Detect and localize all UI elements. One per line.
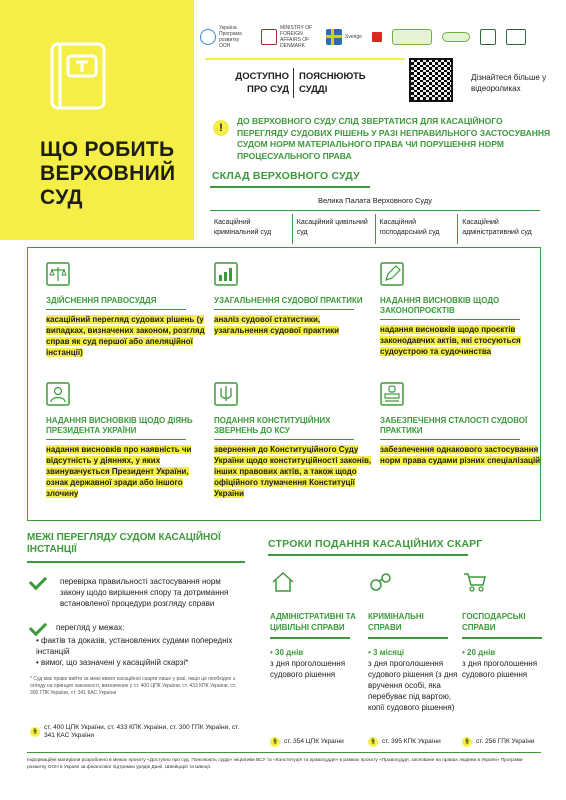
- court-commercial: Касаційний господарський суд: [375, 214, 458, 244]
- footer-divider: [27, 752, 541, 753]
- sweden-flag-icon: [326, 29, 342, 45]
- function-desc: касаційний перегляд судових рішень (у випадках, визначених законом, розгляд справ як суд першої або апеляційної інстанції): [46, 315, 205, 357]
- function-rule: [380, 319, 520, 320]
- function-rule: [380, 439, 520, 440]
- limit-check-text: перевірка правильності застосування норм закону щодо вирішення спору та дотримання встановленої процедури розгляду справи: [60, 577, 229, 608]
- term-desc: з дня проголошення судового рішення: [270, 658, 346, 679]
- ministry-icon: [261, 29, 277, 45]
- sweden-logo: Sverige: [326, 26, 362, 48]
- handcuffs-icon: [368, 570, 394, 594]
- function-item: [214, 382, 376, 499]
- un-icon: [200, 29, 216, 45]
- access-divider: [293, 68, 294, 98]
- project-logo: [506, 26, 526, 48]
- function-title: НАДАННЯ ВИСНОВКІВ ЩОДО ЗАКОНОПРОЄКТІВ: [380, 296, 500, 315]
- term-legal-ref: § ст. 256 ГПК України: [462, 737, 535, 747]
- limit-check-1: [30, 576, 245, 609]
- trident-icon: [214, 382, 238, 406]
- access-right-title: ПОЯСНЮЮТЬ СУДДІ: [299, 71, 366, 95]
- check-icon: [29, 618, 47, 636]
- bar-chart-icon: [214, 262, 238, 286]
- access-justice-icon: [392, 29, 432, 45]
- function-desc: надання висновків щодо проєктів законодавчих актів, які стосуються судоустрою та судочинства: [380, 325, 521, 356]
- person-icon: [46, 382, 70, 406]
- book-icon: [46, 40, 112, 112]
- court-criminal: Касаційний кримінальний суд: [214, 219, 272, 236]
- function-desc: аналіз судової статистики, узагальнення судової практики: [214, 315, 340, 335]
- limit-check-2: [30, 622, 245, 668]
- green-logo-icon: [442, 32, 470, 42]
- functions-panel: [27, 247, 541, 521]
- court-list: [210, 214, 540, 244]
- terms-underline: [268, 554, 468, 556]
- function-title: ЗДІЙСНЕННЯ ПРАВОСУДДЯ: [46, 296, 157, 305]
- access-banner: [205, 58, 555, 108]
- limit-check-head: перегляд у межах:: [56, 623, 125, 632]
- term-value: • 30 днів: [270, 647, 304, 657]
- access-top-line: [205, 58, 405, 60]
- limits-title: МЕЖІ ПЕРЕГЛЯДУ СУДОМ КАСАЦІЙНОЇ ІНСТАНЦІЇ: [27, 532, 221, 555]
- term-column: [368, 570, 458, 713]
- partner-logos: [200, 20, 560, 54]
- section-sign-icon: §: [368, 737, 378, 747]
- court-emblem-icon: [480, 29, 496, 45]
- court-tree-line: [210, 210, 540, 211]
- term-desc: з дня проголошення судового рішення (з дня вручення особі, яка перебуває під вартою, копії судового рішення): [368, 658, 458, 712]
- green-logo: [442, 26, 470, 48]
- composition-underline: [210, 186, 370, 188]
- term-legal-ref: § ст. 395 КПК України: [368, 737, 441, 747]
- swiss-logo: [372, 26, 382, 48]
- pen-icon: [380, 262, 404, 286]
- section-sign-icon: §: [462, 737, 472, 747]
- court-civil: Касаційний цивільний суд: [292, 214, 375, 244]
- function-title: ПОДАННЯ КОНСТИТУЦІЙНИХ ЗВЕРНЕНЬ ДО КСУ: [214, 416, 331, 435]
- function-desc: забезпечення однакового застосування норм права судами різних спеціалізацій: [380, 445, 541, 465]
- term-column: [462, 570, 552, 680]
- term-value: • 20 днів: [462, 647, 496, 657]
- term-value: • 3 місяці: [368, 647, 405, 657]
- function-title: НАДАННЯ ВИСНОВКІВ ЩОДО ДІЯНЬ ПРЕЗИДЕНТА УКРАЇНИ: [46, 416, 193, 435]
- function-item: [380, 262, 542, 357]
- function-title: ЗАБЕЗПЕЧЕННЯ СТАЛОСТІ СУДОВОЇ ПРАКТИКИ: [380, 416, 528, 435]
- access-left-title: ДОСТУПНО ПРО СУД: [235, 71, 289, 95]
- access-justice-logo: [392, 26, 432, 48]
- scales-icon: [46, 262, 70, 286]
- function-desc: надання висновків про наявність чи відсутність у діяннях, у яких звинувачується Президент України, ознак державної зради або іншого злочину: [46, 445, 192, 498]
- function-rule: [214, 309, 354, 310]
- court-administrative: Касаційний адміністративний суд: [457, 214, 540, 244]
- qr-caption: Дізнайтеся більше у відеороликах: [471, 73, 547, 93]
- function-item: [46, 262, 208, 358]
- term-title: КРИМІНАЛЬНІ СПРАВИ: [368, 612, 424, 632]
- function-desc: звернення до Конституційного Суду України щодо конституційності законів, інших правових актів, а також щодо офіційного тлумачення Конституції України: [214, 445, 372, 498]
- stamp-icon: [380, 382, 404, 406]
- limits-underline: [27, 561, 245, 563]
- page-title: ЩО РОБИТЬ ВЕРХОВНИЙ СУД: [40, 138, 176, 209]
- term-desc: з дня проголошення судового рішення: [462, 658, 538, 679]
- alert-notice: [205, 116, 555, 162]
- title-panel: [0, 0, 194, 240]
- limit-item: • фактів та доказів, установлених судами попередніх інстанцій: [36, 636, 233, 656]
- limits-legal-ref: § ст. 400 ЦПК України, ст. 433 КПК України, ст. 300 ГПК України, ст. 341 КАС України: [30, 724, 245, 740]
- composition-title: СКЛАД ВЕРХОВНОГО СУДУ: [212, 170, 360, 182]
- term-rule: [270, 637, 350, 639]
- house-icon: [270, 570, 296, 594]
- term-rule: [462, 637, 542, 639]
- function-rule: [214, 439, 354, 440]
- section-sign-icon: §: [270, 737, 280, 747]
- terms-title: СТРОКИ ПОДАННЯ КАСАЦІЙНИХ СКАРГ: [268, 538, 483, 550]
- swiss-flag-icon: [372, 32, 382, 42]
- alert-text: ДО ВЕРХОВНОГО СУДУ СЛІД ЗВЕРТАТИСЯ ДЛЯ КАСАЦІЙНОГО ПЕРЕГЛЯДУ СУДОВИХ РІШЕНЬ У РАЗІ НЕПРАВИЛЬНОГО ЗАСТОСУВАННЯ СУДОМ НОРМ МАТЕРІАЛЬНОГО ПРАВА ЧИ ПОРУШЕННЯ НОРМ ПРОЦЕСУАЛЬНОГО ПРАВА: [237, 116, 551, 161]
- function-item: [46, 382, 208, 499]
- ministry-logo: MINISTRY OF FOREIGN AFFAIRS OF DENMARK: [261, 26, 316, 48]
- limits-footnote: * Суд має право вийти за межі вимог касаційної скарги лише у разі, якщо це необхідно з огляду на принцип законності, визначених у ст. 400 ЦПК України, ст. 433 КПК України, ст. 300 ГПК України, ст. 341 КАС України: [30, 676, 236, 696]
- section-sign-icon: §: [30, 727, 40, 737]
- un-logo: Україна Програма розвитку ООН: [200, 26, 251, 48]
- footer-note: Інформаційні матеріали розроблено в межах проєкту «Доступно про суд. Пояснюють судді» ініціативи ВСУ та «Конституція та правосуддя» в рамках проєкту «Правосуддя, засноване на правах людини в Україні» Програми розвитку ООН в Україні за фінансової підтримки урядів Данії, Швейцарії та Швеції.: [27, 758, 523, 770]
- function-rule: [46, 309, 186, 310]
- function-title: УЗАГАЛЬНЕННЯ СУДОВОЇ ПРАКТИКИ: [214, 296, 363, 305]
- court-emblem-logo: [480, 26, 496, 48]
- term-rule: [368, 637, 448, 639]
- function-rule: [46, 439, 186, 440]
- qr-code[interactable]: [409, 58, 453, 102]
- term-legal-ref: § ст. 354 ЦПК України: [270, 737, 344, 747]
- term-column: [270, 570, 360, 680]
- grand-chamber-label: Велика Палата Верховного Суду: [317, 196, 432, 205]
- exclamation-icon: !: [213, 120, 229, 136]
- term-title: АДМІНІСТРАТИВНІ ТА ЦИВІЛЬНІ СПРАВИ: [270, 612, 356, 632]
- function-item: [380, 382, 542, 466]
- term-title: ГОСПОДАРСЬКІ СПРАВИ: [462, 612, 526, 632]
- project-logo-icon: [506, 29, 526, 45]
- limit-item: • вимог, що зазначені у касаційній скарзі*: [36, 658, 189, 667]
- cart-icon: [462, 570, 488, 594]
- function-item: [214, 262, 376, 336]
